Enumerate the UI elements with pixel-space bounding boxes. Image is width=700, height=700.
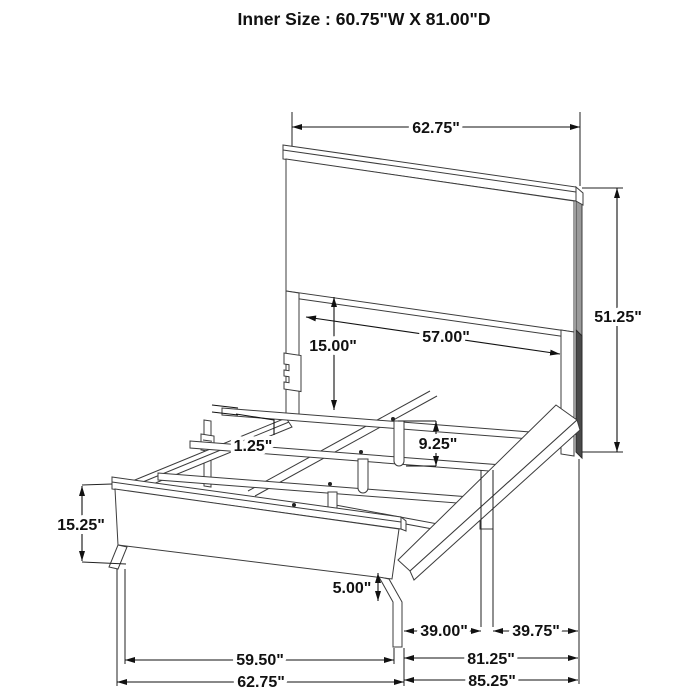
dim-label-overall-width: 62.75" (237, 674, 285, 691)
dimension-labels (57, 9, 642, 691)
dim-label-foot-to-center: 39.00" (420, 623, 468, 640)
dim-label-footboard-leg: 5.00" (332, 580, 372, 597)
dim-label-rail-inner-length: 81.25" (467, 651, 515, 668)
dim-label-headboard-height: 51.25" (594, 309, 642, 326)
dim-label-center-to-head: 39.75" (512, 623, 560, 640)
dim-label-overall-depth: 85.25" (468, 673, 516, 690)
dim-label-inner-width: 57.00" (422, 329, 470, 346)
headboard-side-face (576, 190, 582, 336)
footboard-leg-left (109, 545, 127, 569)
footboard (109, 477, 406, 647)
support-leg (394, 421, 404, 466)
headboard-side-face-lower (576, 330, 582, 458)
dim-label-slat-thickness: 1.25" (233, 438, 273, 455)
headboard (283, 145, 583, 458)
support-leg (358, 459, 368, 493)
dim-label-footboard-height: 15.25" (57, 517, 105, 534)
diagram-title: Inner Size : 60.75"W X 81.00"D (237, 9, 491, 29)
dim-label-footboard-width: 59.50" (236, 652, 284, 669)
rail-hook-bracket-icon (284, 353, 301, 392)
footboard-leg-right (379, 577, 402, 647)
dim-label-headboard-width: 62.75" (412, 120, 460, 137)
dim-label-center-leg-height: 9.25" (418, 436, 458, 453)
dim-label-panel-to-slats: 15.00" (309, 338, 357, 355)
